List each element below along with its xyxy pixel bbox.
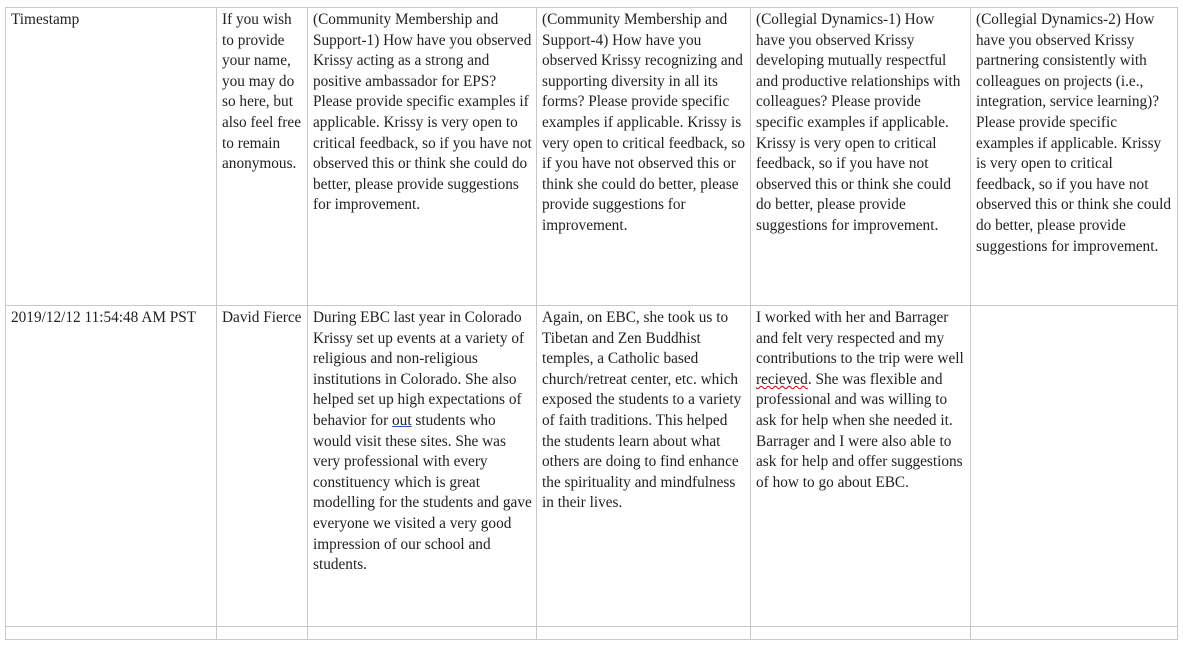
empty-cell[interactable] (308, 627, 537, 640)
cell-name[interactable]: David Fierce (217, 306, 308, 627)
header-collegial-dynamics-2[interactable]: (Collegial Dynamics-2) How have you observed Krissy partnering consistently with colleagues on projects (i.e., integration, service learning)? Please provide specific examples if applicable. Krissy is very open to critical feedback, so if you have not observed this or think she could do better, please provide suggestions for improvement. (971, 8, 1178, 306)
cell-text: . She was flexible and professional and was willing to ask for help when she needed it. Barrager and I were also able to ask for help and offer suggestions of how to go about EBC. (756, 370, 963, 491)
header-community-membership-4[interactable]: (Community Membership and Support-4) How have you observed Krissy recognizing and supporting diversity in all its forms? Please provide specific examples if applicable. Krissy is very open to critical feedback, so if you have not observed this or think she could do better, please provide suggestions for improvement. (537, 8, 751, 306)
table-row (6, 306, 1178, 627)
cell-collegial-dynamics-2[interactable] (971, 306, 1178, 627)
responses-table (5, 7, 1178, 640)
spelling-flag: recieved (756, 370, 808, 388)
spelling-flag: out (392, 411, 412, 429)
cell-text: I worked with her and Barrager and felt very respected and my contributions to the trip were well (756, 309, 964, 368)
header-row (6, 8, 1178, 306)
cell-community-membership-1[interactable] (308, 306, 537, 627)
header-collegial-dynamics-1[interactable]: (Collegial Dynamics-1) How have you observed Krissy developing mutually respectful and productive relationships with colleagues? Please provide specific examples if applicable. Krissy is very open to critical feedback, so if you have not observed this or think she could do better, please provide suggestions for improvement. (751, 8, 971, 306)
empty-cell[interactable] (6, 627, 217, 640)
empty-cell[interactable] (751, 627, 971, 640)
cell-community-membership-4[interactable]: Again, on EBC, she took us to Tibetan and Zen Buddhist temples, a Catholic based church/retreat center, etc. which exposed the students to a variety of faith traditions. This helped the students learn about what others are doing to find enhance the spirituality and mindfulness in their lives. (537, 306, 751, 627)
cell-timestamp[interactable]: 2019/12/12 11:54:48 AM PST (6, 306, 217, 627)
header-name[interactable]: If you wish to provide your name, you may do so here, but also feel free to remain anonymous. (217, 8, 308, 306)
cell-text: During EBC last year in Colorado Krissy set up events at a variety of religious and non-religious institutions in Colorado. She also helped set up high expectations of behavior for (313, 309, 525, 429)
header-community-membership-1[interactable]: (Community Membership and Support-1) How have you observed Krissy acting as a strong and positive ambassador for EPS? Please provide specific examples if applicable. Krissy is very open to critical feedback, so if you have not observed this or think she could do better, please provide suggestions for improvement. (308, 8, 537, 306)
empty-cell[interactable] (971, 627, 1178, 640)
cell-collegial-dynamics-1[interactable] (751, 306, 971, 627)
empty-cell[interactable] (537, 627, 751, 640)
empty-cell[interactable] (217, 627, 308, 640)
empty-row (6, 627, 1178, 640)
header-timestamp[interactable]: Timestamp (6, 8, 217, 306)
cell-text: students who would visit these sites. She was very professional with every constituency which is great modelling for the students and gave everyone we visited a very good impression of our school and students. (313, 411, 532, 574)
